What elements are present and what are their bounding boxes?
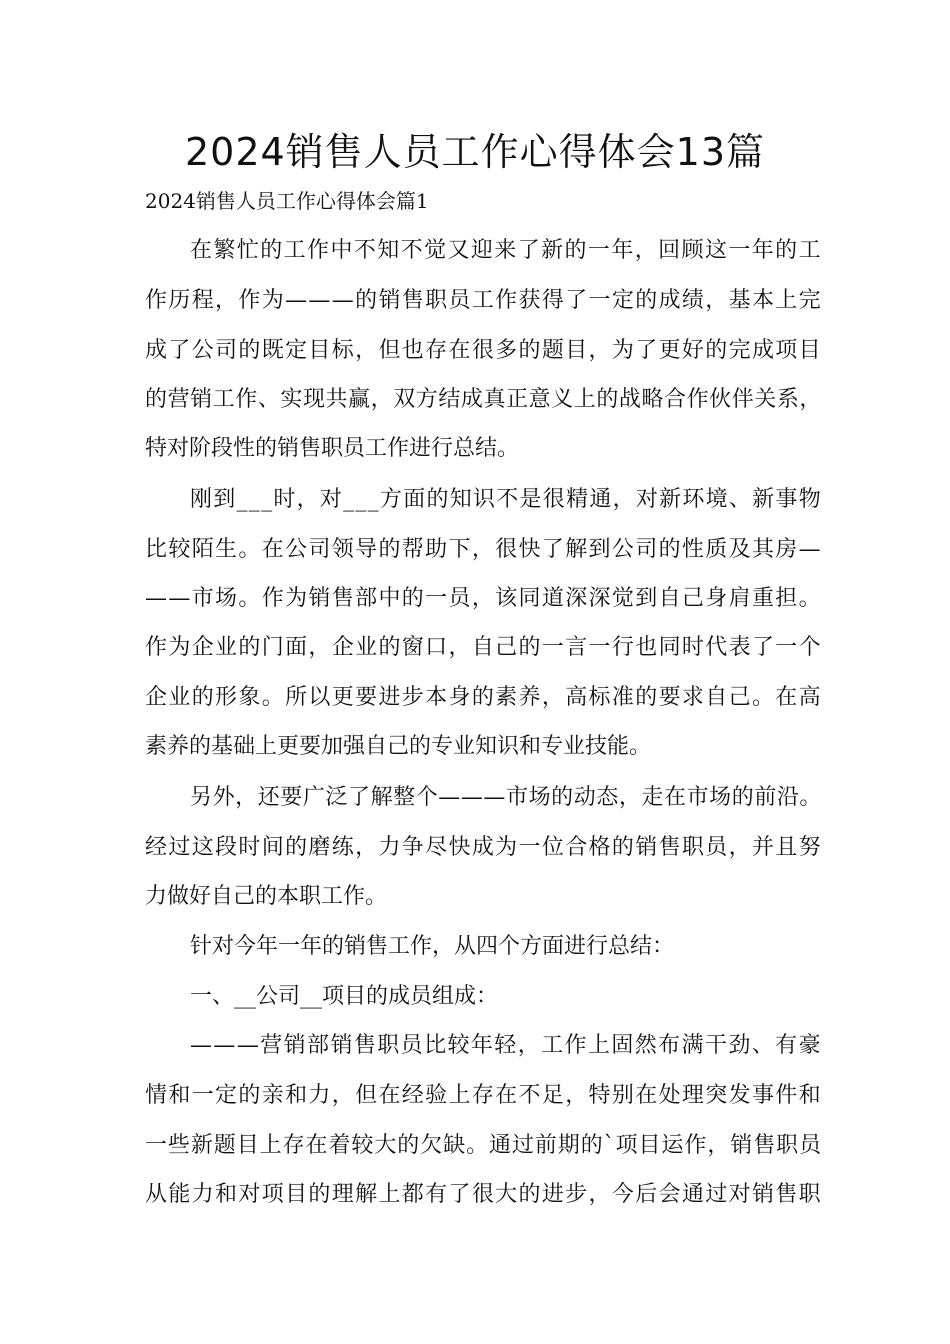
- text-line: 成了公司的既定目标，但也存在很多的题目，为了更好的完成项目: [145, 338, 823, 363]
- text-line: 经过这段时间的磨练，力争尽快成为一位合格的销售职员，并且努: [145, 835, 823, 860]
- text-line: 企业的形象。所以更要进步本身的素养，高标准的要求自己。在高: [145, 685, 823, 710]
- text-line: 作历程，作为———的销售职员工作获得了一定的成绩，基本上完: [145, 288, 823, 313]
- text-line: 从能力和对项目的理解上都有了很大的进步，今后会通过对销售职: [145, 1182, 823, 1207]
- text-line: 一、__公司__项目的成员组成：: [190, 984, 499, 1009]
- document-title: 2024销售人员工作心得体会13篇: [184, 130, 766, 174]
- text-line: 另外，还要广泛了解整个———市场的动态，走在市场的前沿。: [190, 785, 823, 810]
- text-line: 一些新题目上存在着较大的欠缺。通过前期的`项目运作，销售职员: [145, 1133, 823, 1158]
- text-line: 的营销工作、实现共赢，双方结成真正意义上的战略合作伙伴关系，: [145, 387, 823, 412]
- text-line: ——市场。作为销售部中的一员，该同道深深觉到自己身肩重担。: [145, 586, 823, 611]
- text-line: 素养的基础上更要加强自己的专业知识和专业技能。: [145, 734, 652, 759]
- text-line: 针对今年一年的销售工作，从四个方面进行总结：: [190, 934, 675, 959]
- text-line: 比较陌生。在公司领导的帮助下，很快了解到公司的性质及其房—: [145, 537, 823, 562]
- text-line: 力做好自己的本职工作。: [145, 884, 388, 909]
- section-heading: 2024销售人员工作心得体会篇1: [145, 189, 429, 213]
- text-line: 特对阶段性的销售职员工作进行总结。: [145, 436, 520, 461]
- text-line: 在繁忙的工作中不知不觉又迎来了新的一年，回顾这一年的工: [190, 238, 823, 263]
- text-line: 情和一定的亲和力，但在经验上存在不足，特别在处理突发事件和: [145, 1083, 823, 1108]
- text-line: ———营销部销售职员比较年轻，工作上固然布满干劲、有豪: [190, 1033, 823, 1058]
- text-line: 作为企业的门面，企业的窗口，自己的一言一行也同时代表了一个: [145, 635, 823, 660]
- text-line: 刚到___时，对___方面的知识不是很精通，对新环境、新事物: [190, 487, 823, 512]
